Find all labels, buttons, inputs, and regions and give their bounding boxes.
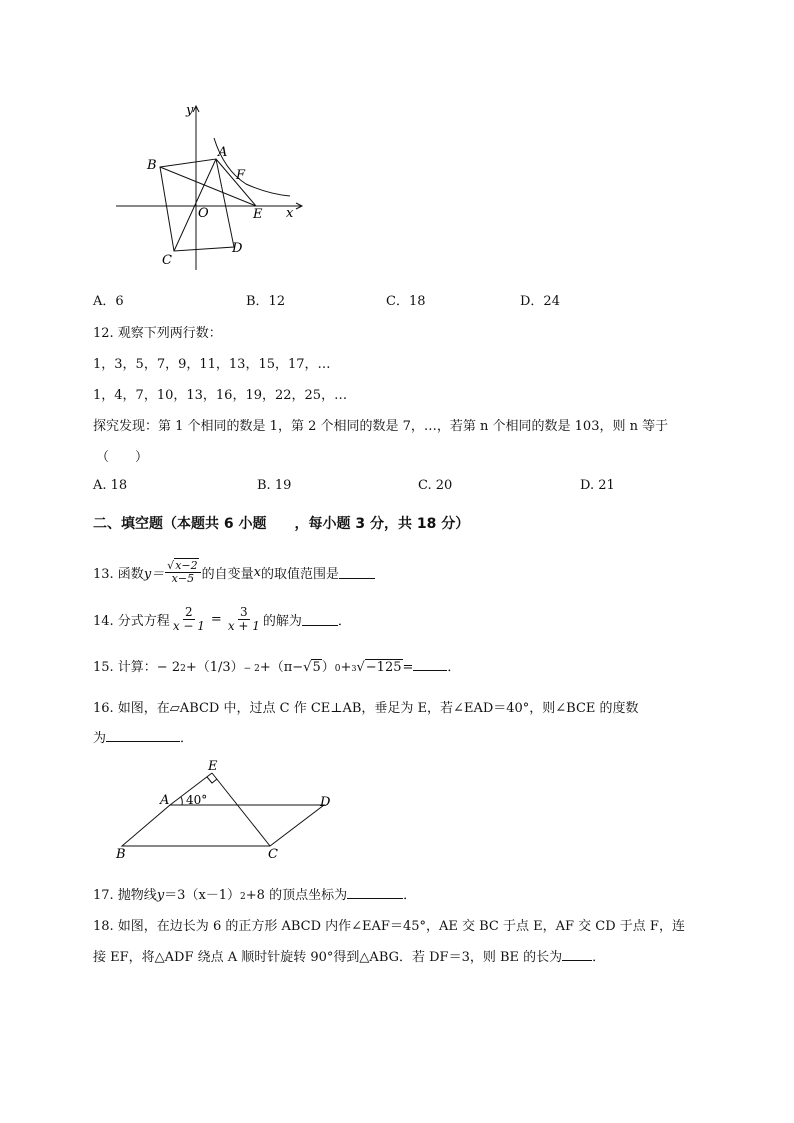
- q12-option-b: B. 19: [257, 478, 292, 493]
- q13-num: x−2: [175, 559, 198, 572]
- figure-parallelogram: [110, 756, 340, 866]
- q14-eq: =: [210, 611, 222, 627]
- q13-x: x: [253, 564, 261, 580]
- fig2-label-D: D: [320, 795, 331, 810]
- q17-prefix: 17. 抛物线: [93, 888, 157, 903]
- q14-num1: 2: [185, 605, 193, 619]
- q12-row1: 1，3，5，7，9，11，13，15，17，…: [93, 357, 331, 372]
- q15-blank: [413, 658, 447, 671]
- q11-option-b: B．12: [246, 294, 286, 309]
- q13-suffix1: 的自变量: [201, 566, 254, 582]
- q11-option-a: A．6: [93, 294, 124, 309]
- q13-suffix2: 的取值范围是: [260, 566, 339, 582]
- fig2-angle-label: 40°: [186, 793, 208, 807]
- fig2-label-B: B: [116, 847, 126, 862]
- q15-end: ．: [447, 660, 461, 675]
- fig1-label-x: x: [286, 206, 294, 221]
- q15-t5: =: [402, 660, 414, 675]
- q14-end: ．: [337, 613, 351, 629]
- q13-den: x−5: [171, 571, 195, 585]
- q11-option-d: D．24: [520, 294, 560, 309]
- q17-expr: ＝3（x－1）: [164, 888, 241, 903]
- q14-fraction-1: [171, 606, 207, 632]
- q14-num2: 3: [240, 605, 248, 619]
- q14-den1: x − 1: [172, 618, 205, 633]
- q15-p4: 0: [334, 664, 341, 674]
- q15-p2: 2: [180, 664, 186, 674]
- q12-stem: 12. 观察下列两行数：: [93, 326, 222, 341]
- q12-paren: （ ）: [96, 450, 149, 465]
- q16-line1: 16. 如图，在▱ABCD 中，过点 C 作 CE⊥AB，垂足为 E，若∠EAD＝40°，则∠BCE 的度数: [93, 701, 639, 716]
- q17-y: y: [156, 888, 165, 903]
- q15-prefix: 15. 计算：− 2: [93, 660, 181, 675]
- section2-title: 二、填空题（本题共 6 小题 ，每小题 3 分，共 18 分）: [93, 516, 470, 532]
- q12-option-d: D. 21: [580, 478, 615, 493]
- q17-end: ．: [403, 888, 417, 903]
- q12-option-c: C. 20: [418, 478, 453, 493]
- fig1-label-O: O: [198, 206, 209, 221]
- q16-blank: [106, 729, 180, 742]
- q14-prefix: 14. 分式方程: [93, 613, 170, 629]
- q15: [93, 656, 460, 675]
- fig1-label-B: B: [147, 158, 157, 173]
- q14-blank: [302, 613, 338, 626]
- q14-den2: x + 1: [227, 618, 260, 633]
- q15-t1: +（1/3）: [185, 660, 244, 675]
- q13-blank: [339, 566, 375, 579]
- q12-question: 探究发现：第 1 个相同的数是 1，第 2 个相同的数是 7，…，若第 n 个相同的数是 103，则 n 等于: [93, 419, 669, 434]
- fig1-label-y: y: [186, 103, 194, 118]
- q13: [93, 560, 375, 584]
- fig1-label-F: F: [236, 168, 246, 183]
- fig1-label-C: C: [162, 253, 172, 268]
- q13-fraction: $\frac{√x-2}{x-5}$: [165, 560, 200, 584]
- q15-t3: ）: [321, 660, 335, 675]
- q15-sqrt125: √−125: [356, 660, 402, 675]
- q11-option-c: C．18: [386, 294, 426, 309]
- fig1-label-D: D: [232, 241, 243, 256]
- q15-sqrt5: √5: [303, 660, 321, 675]
- q13-prefix: 13. 函数: [93, 566, 144, 582]
- q14-fraction-2: [226, 606, 262, 632]
- figure-coordinate-diagram: [110, 98, 310, 278]
- q18-blank: [562, 948, 592, 961]
- q14-suffix: 的解为: [262, 613, 302, 629]
- q17-tail: +8 的顶点坐标为: [245, 888, 348, 903]
- q17-sup: 2: [240, 892, 246, 902]
- q18-line1: 18. 如图，在边长为 6 的正方形 ABCD 内作∠EAF＝45°，AE 交 BC 于点 E，AF 交 CD 于点 F，连: [93, 919, 685, 934]
- q15-p3: − 2: [243, 664, 260, 674]
- q12-option-a: A. 18: [93, 478, 128, 493]
- q18-line2: 接 EF，将△ADF 绕点 A 顺时针旋转 90°得到△ABG．若 DF＝3，则 BE 的长为 ．: [93, 950, 606, 965]
- q15-t4: +: [340, 660, 352, 675]
- fig2-label-A: A: [160, 793, 170, 808]
- q15-t2: +（π−: [259, 660, 304, 675]
- fig2-label-C: C: [268, 847, 278, 862]
- q15-cube-index: 3: [351, 664, 357, 673]
- fig2-label-E: E: [208, 759, 218, 774]
- q17-blank: [347, 886, 403, 899]
- q13-var: y＝: [143, 566, 165, 582]
- q14: [93, 606, 351, 632]
- q16-line2: 为 ．: [93, 731, 194, 746]
- fig1-label-E: E: [253, 207, 263, 222]
- q17: [93, 884, 416, 903]
- fig1-label-A: A: [218, 145, 228, 160]
- q12-row2: 1，4，7，10，13，16，19，22，25，…: [93, 388, 348, 403]
